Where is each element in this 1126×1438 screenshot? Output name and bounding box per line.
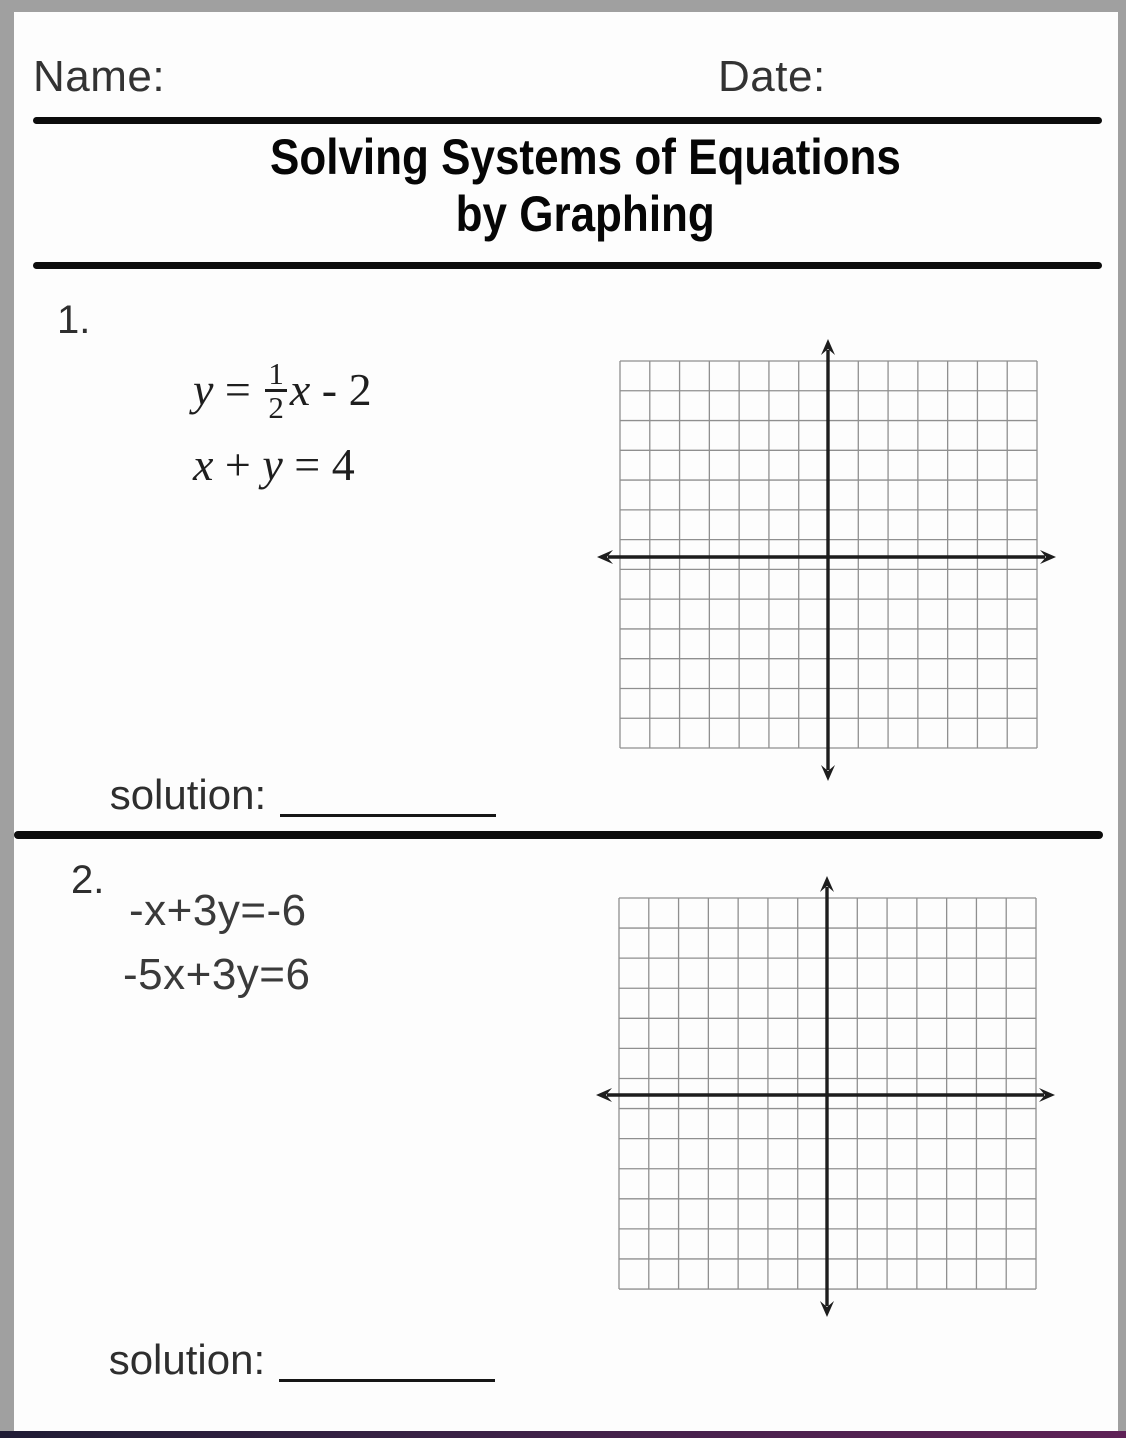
date-label: Date:: [718, 52, 826, 101]
eq2-term1: x: [193, 439, 214, 490]
title-rule: [33, 262, 1102, 269]
solution-2-blank: [279, 1343, 495, 1382]
header-rule: [33, 117, 1102, 124]
eq1-tail: - 2: [310, 364, 372, 416]
eq1-lhs: y: [193, 364, 214, 416]
worksheet-title-line1: [0, 128, 1126, 186]
problem-1-grid: [580, 330, 1080, 795]
problem-1-solution: [63, 723, 496, 867]
eq2-rhs: = 4: [282, 439, 355, 490]
eq1-equals: =: [213, 364, 263, 416]
bottom-accent-bar: [0, 1431, 1126, 1438]
problem-2-solution: [62, 1288, 495, 1432]
problem-1-number: 1.: [57, 298, 91, 342]
problem-2-equation-1: -x+3y=-6: [129, 886, 307, 935]
solution-2-label: solution:: [108, 1336, 266, 1383]
name-label: Name:: [33, 52, 166, 101]
eq1-numerator: 1: [268, 356, 284, 391]
eq2-op: +: [213, 439, 263, 490]
title-text-2: by Graphing: [455, 186, 715, 242]
solution-1-blank: [280, 778, 496, 817]
problem-1-equation-2: [147, 385, 355, 544]
title-text-1: Solving Systems of Equations: [269, 129, 901, 185]
eq1-variable: x: [289, 364, 311, 416]
eq2-term2: y: [262, 439, 283, 490]
solution-1-label: solution:: [109, 771, 267, 818]
problem-2-grid: [580, 868, 1080, 1328]
worksheet-title-line2: [0, 185, 1126, 243]
eq1-denominator: 2: [265, 389, 287, 423]
problem-2-number: 2.: [71, 858, 105, 902]
section-divider: [14, 831, 1103, 839]
problem-2-equation-2: -5x+3y=6: [123, 950, 311, 999]
